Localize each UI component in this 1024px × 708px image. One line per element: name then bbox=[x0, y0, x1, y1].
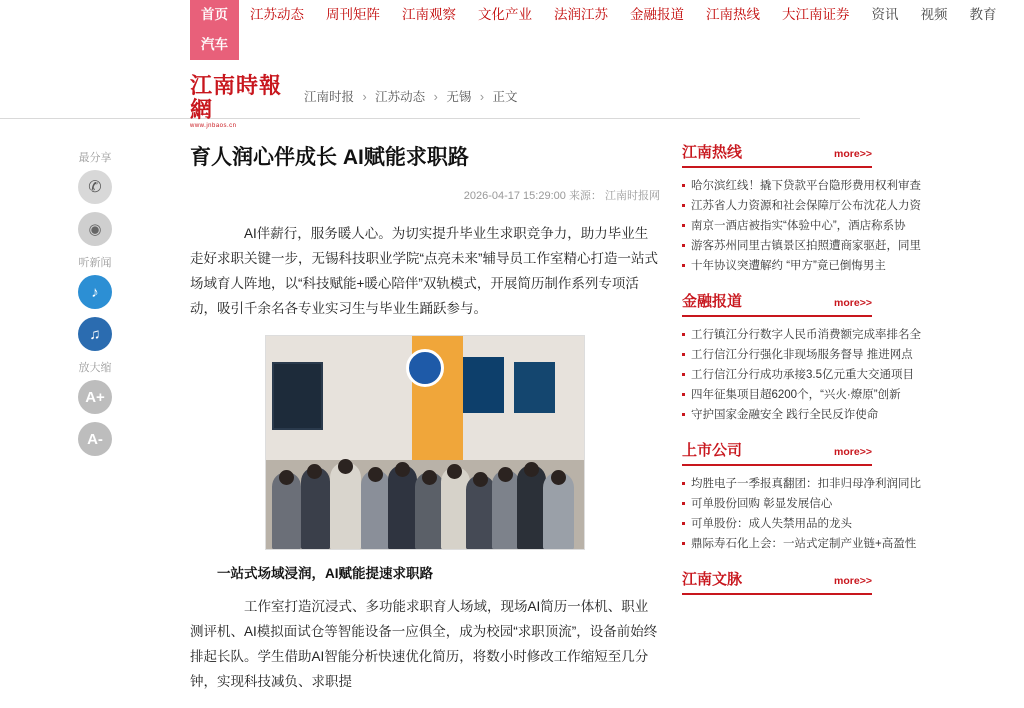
breadcrumb-separator: › bbox=[479, 90, 484, 104]
nav-item-finance-report[interactable]: 金融报道 bbox=[630, 7, 684, 22]
nav-item-video[interactable]: 视频 bbox=[920, 7, 948, 22]
article-paragraph-1: AI伴薪行，服务暖人心。为切实提升毕业生求职竞争力，助力毕业生走好求职关键一步，无锡科技职业学院“点亮未来”辅导员工作室精心打造一站式场域育人阵地，以“科技赋能+暖心陪伴”双轨模式，开展简历制作系列专项活动，吸引千余名各专业实习生与毕业生踊跃参与。 bbox=[190, 226, 658, 316]
list-item[interactable]: 哈尔滨红线！撬下贷款平台隐形费用权利审查 bbox=[682, 176, 872, 196]
page-body bbox=[0, 119, 1024, 708]
article-photo bbox=[265, 335, 585, 550]
site-logo-url: www.jnbaos.cn bbox=[190, 123, 237, 129]
nav-item-home[interactable]: 首页 bbox=[190, 0, 239, 30]
article-subheading: 一站式场域浸润，AI赋能提速求职路 bbox=[217, 566, 433, 581]
site-logo[interactable] bbox=[190, 73, 290, 129]
nav-item-auto[interactable]: 汽车 bbox=[190, 30, 239, 60]
article-source-label: 来源： bbox=[568, 190, 602, 202]
article-paragraph-2: 工作室打造沉浸式、多功能求职育人场域，现场AI简历一体机、职业测评机、AI模拟面试仓等智能设备一应俱全，成为校园“求职顶流”，设备前始终排起长队。学生借助AI智能分析快速优化简历，将数小时修改工作缩短至几分钟，实现科技减负、求职提 bbox=[190, 599, 658, 689]
section-title: 江南热线 bbox=[682, 144, 743, 161]
more-link[interactable]: more>> bbox=[834, 148, 872, 160]
list-item[interactable]: 江苏省人力资源和社会保障厅公布沈花人力资 bbox=[682, 196, 872, 216]
list-item[interactable]: 工行镇江分行数字人民币消费额完成率排名全 bbox=[682, 325, 872, 345]
list-item[interactable]: 鼎际寿石化上会：一站式定制产业链+高盈性 bbox=[682, 534, 872, 554]
nav-item-education[interactable]: 教育 bbox=[969, 7, 997, 22]
breadcrumb-separator: › bbox=[433, 90, 438, 104]
list-item[interactable]: 均胜电子一季报真翻团：扣非归母净利润同比 bbox=[682, 474, 872, 494]
listen-news-icon-1[interactable]: ♪ bbox=[78, 275, 112, 309]
section-list bbox=[682, 474, 921, 554]
breadcrumb-item-2[interactable]: 无锡 bbox=[446, 90, 472, 104]
nav-item-law-jiangsu[interactable]: 法润江苏 bbox=[554, 7, 608, 22]
left-action-rail bbox=[0, 119, 190, 708]
breadcrumb[interactable] bbox=[304, 87, 517, 108]
breadcrumb-item-1[interactable]: 江苏动态 bbox=[375, 90, 426, 104]
section-list bbox=[682, 325, 921, 425]
nav-item-dajiangnan-securities[interactable]: 大江南证券 bbox=[782, 7, 850, 22]
section-header bbox=[682, 568, 872, 595]
font-increase-icon[interactable]: A+ bbox=[78, 380, 112, 414]
section-header bbox=[682, 290, 872, 317]
page-title: 育人润心伴成长 AI赋能求职路 bbox=[190, 146, 469, 169]
section-header bbox=[682, 141, 872, 168]
section-title: 江南文脉 bbox=[682, 571, 743, 588]
list-item[interactable]: 工行信江分行强化非现场服务督导 推进网点 bbox=[682, 345, 872, 365]
sidebar-section-finance bbox=[682, 290, 921, 425]
section-header bbox=[682, 439, 872, 466]
more-link[interactable]: more>> bbox=[834, 446, 872, 458]
breadcrumb-item-0[interactable]: 江南时报 bbox=[304, 90, 355, 104]
nav-item-culture-industry[interactable]: 文化产业 bbox=[478, 7, 532, 22]
sidebar-section-hotline bbox=[682, 141, 921, 276]
section-title: 上市公司 bbox=[682, 442, 743, 459]
section-title: 金融报道 bbox=[682, 293, 743, 310]
article-date: 2026-04-17 15:29:00 bbox=[463, 190, 566, 202]
listen-news-label: 听新闻 bbox=[78, 257, 112, 269]
site-logo-text: 江南時報網 bbox=[190, 73, 283, 122]
section-list bbox=[682, 176, 921, 276]
listen-news-icon-2[interactable]: ♫ bbox=[78, 317, 112, 351]
more-link[interactable]: more>> bbox=[834, 297, 872, 309]
font-decrease-icon[interactable]: A- bbox=[78, 422, 112, 456]
list-item[interactable]: 可单股份回购 彰显发展信心 bbox=[682, 494, 872, 514]
article-content bbox=[190, 119, 660, 708]
list-item[interactable]: 四年征集项目超6200个，“兴火·燎原”创新 bbox=[682, 385, 872, 405]
sidebar-section-jiangnan-culture bbox=[682, 568, 872, 595]
list-item[interactable]: 十年协议突遭解约 “甲方”竟已倒悔男主 bbox=[682, 256, 872, 276]
nav-item-jiangsu-dynamics[interactable]: 江苏动态 bbox=[250, 7, 304, 22]
nav-item-weekly-matrix[interactable]: 周刊矩阵 bbox=[326, 7, 380, 22]
sidebar bbox=[682, 119, 921, 708]
site-header bbox=[0, 60, 860, 129]
list-item[interactable]: 可单股份：成人失禁用品的龙头 bbox=[682, 514, 872, 534]
nav-item-jiangnan-hotline[interactable]: 江南热线 bbox=[706, 7, 760, 22]
list-item[interactable]: 守护国家金融安全 践行全民反诈使命 bbox=[682, 405, 872, 425]
list-item[interactable]: 游客苏州同里古镇景区拍照遭商家驱赶，同里 bbox=[682, 236, 872, 256]
weibo-share-icon[interactable]: ◉ bbox=[78, 212, 112, 246]
font-size-label: 放大缩 bbox=[78, 362, 112, 374]
breadcrumb-separator: › bbox=[362, 90, 367, 104]
nav-item-information[interactable]: 资讯 bbox=[871, 7, 899, 22]
list-item[interactable]: 南京一酒店被指实“体验中心”，酒店称系协 bbox=[682, 216, 872, 236]
breadcrumb-item-3: 正文 bbox=[492, 90, 518, 104]
main-navigation[interactable] bbox=[0, 0, 1024, 30]
article-meta bbox=[190, 187, 660, 203]
article-source: 江南时报网 bbox=[605, 190, 660, 202]
list-item[interactable]: 工行信江分行成功承接3.5亿元重大交通项目 bbox=[682, 365, 872, 385]
more-link[interactable]: more>> bbox=[834, 575, 872, 587]
nav-item-jiangnan-observation[interactable]: 江南观察 bbox=[402, 7, 456, 22]
share-label: 最分享 bbox=[78, 152, 112, 164]
main-navigation-row2[interactable] bbox=[0, 30, 1024, 60]
wechat-share-icon[interactable]: ✆ bbox=[78, 170, 112, 204]
sidebar-section-listed-companies bbox=[682, 439, 921, 554]
